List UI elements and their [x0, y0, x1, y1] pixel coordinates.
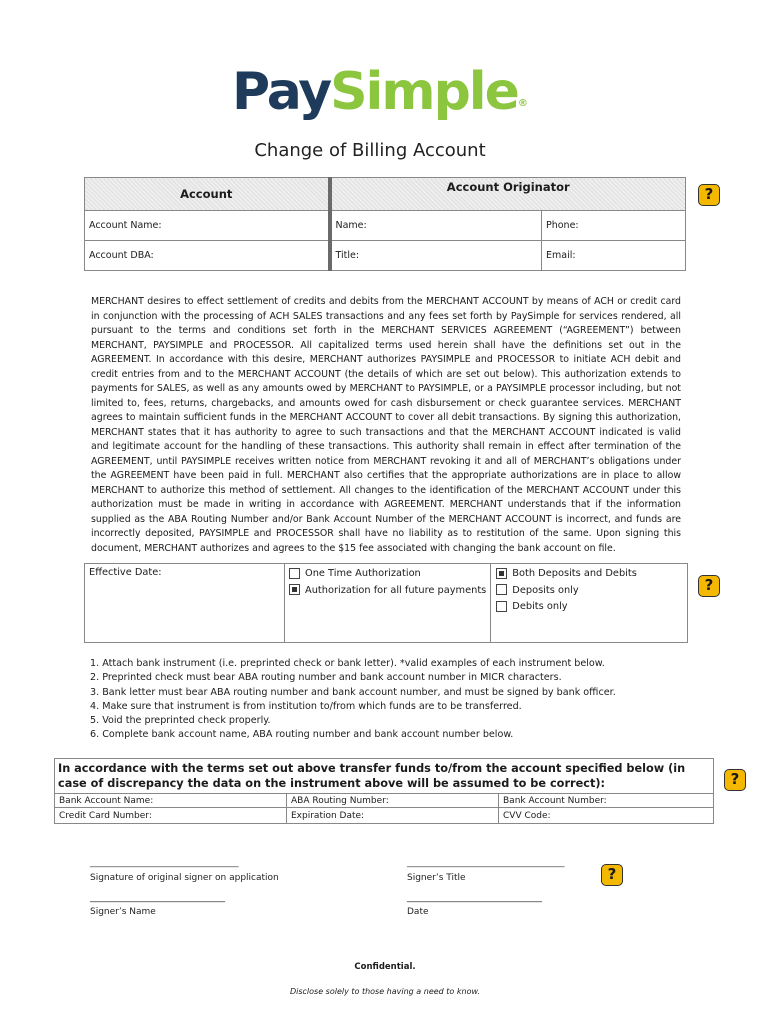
instruction-item: 2. Preprinted check must bear ABA routing number and bank account number in MICR characters.: [90, 672, 562, 684]
option-future-payments[interactable]: [289, 583, 486, 600]
originator-name-field[interactable]: Name:: [330, 211, 542, 241]
signature-line[interactable]: _________________________________: [90, 858, 239, 868]
paysimple-logo: [232, 62, 528, 122]
originator-title-field[interactable]: Title:: [330, 241, 542, 271]
one-time-checkbox[interactable]: [289, 568, 300, 579]
expiration-date-field[interactable]: Expiration Date:: [287, 808, 499, 824]
logo-simple: Simple: [330, 62, 518, 122]
future-payments-checkbox[interactable]: [289, 584, 300, 595]
instruction-item: 3. Bank letter must bear ABA routing number and bank account number, and must be signed by bank officer.: [90, 686, 616, 698]
account-originator-header: Account Originator: [330, 178, 686, 211]
option-both[interactable]: [496, 566, 683, 583]
bank-account-name-field[interactable]: Bank Account Name:: [55, 794, 287, 808]
bank-account-table: [54, 793, 714, 824]
account-header: Account: [85, 178, 330, 211]
help-icon[interactable]: ?: [698, 184, 720, 206]
signers-title-label: Signer’s Title: [407, 873, 466, 883]
instructions-list: [90, 657, 616, 743]
future-payments-label: Authorization for all future payments: [305, 584, 487, 596]
effective-date-table: [84, 563, 688, 643]
signers-title-line[interactable]: ___________________________________: [407, 858, 565, 868]
account-dba-field[interactable]: Account DBA:: [85, 241, 330, 271]
document-title: Change of Billing Account: [254, 140, 486, 161]
credit-card-number-field[interactable]: Credit Card Number:: [55, 808, 287, 824]
logo-registered-mark: ®: [517, 98, 528, 109]
instruction-item: 6. Complete bank account name, ABA routing number and bank account number below.: [90, 729, 514, 741]
deposits-label: Deposits only: [512, 584, 579, 596]
phone-field[interactable]: Phone:: [542, 211, 686, 241]
cvv-code-field[interactable]: CVV Code:: [499, 808, 714, 824]
logo-pay: Pay: [232, 62, 331, 122]
email-field[interactable]: Email:: [542, 241, 686, 271]
debits-label: Debits only: [512, 601, 568, 612]
instruction-item: 4. Make sure that instrument is from institution to/from which funds are to be transferred.: [90, 700, 522, 712]
aba-routing-field[interactable]: ABA Routing Number:: [287, 794, 499, 808]
effective-date-field[interactable]: Effective Date:: [85, 564, 285, 643]
option-debits[interactable]: [496, 599, 683, 616]
disclose-note: Disclose solely to those having a need to know.: [289, 987, 481, 996]
debits-checkbox[interactable]: [496, 601, 507, 612]
bank-account-number-field[interactable]: Bank Account Number:: [499, 794, 714, 808]
help-icon[interactable]: ?: [601, 864, 623, 886]
authorization-type-cell: [285, 564, 491, 643]
confidential-note: Confidential.: [354, 962, 416, 972]
both-checkbox[interactable]: [496, 568, 507, 579]
authorization-paragraph: MERCHANT desires to effect settlement of credits and debits from the MERCHANT ACCOUNT by means of ACH or credit card in conjunction with the processing of ACH SALES transactions and any fees set forth by PaySimple for services rendered, all pursuant to the terms and conditions set forth in the MERCHANT SERVICES AGREEMENT (“AGREEMENT”) between MERCHANT, PAYSIMPLE and PROCESSOR. All capitalized terms used herein shall have the definitions set out in the AGREEMENT. In accordance with this desire, MERCHANT authorizes PAYSIMPLE and PROCESSOR to initiate ACH debit and credit entries from and to the MERCHANT ACCOUNT (the details of which are set out below). This authorization extends to payments for SALES, as well as any amounts owed by MERCHANT to PAYSIMPLE, or a PAYSIMPLE processor including, but not limited to, fees, returns, chargebacks, and amounts owed for cash disbursement or check guarantee services. MERCHANT agrees to maintain sufficient funds in the MERCHANT ACCOUNT to cover all debit transactions. By signing this authorization, MERCHANT states that it has authority to agree to such transactions and that the MERCHANT ACCOUNT indicated is valid and legitimate account for the handling of these transactions. This authority shall remain in effect after termination of the AGREEMENT, until PAYSIMPLE receives written notice from MERCHANT revoking it and all of MERCHANT’s obligations under the AGREEMENT have been paid in full. MERCHANT also certifies that the appropriate authorizations are in place to allow MERCHANT to authorize this method of settlement. All changes to the identification of the MERCHANT ACCOUNT under this authorization must be made in writing in accordance with AGREEMENT. MERCHANT understands that if the information supplied as the ABA Routing Number and/or Bank Account Number of the MERCHANT ACCOUNT is incorrect, and funds are incorrectly deposited, PAYSIMPLE and PROCESSOR shall have no liability as to restitution of the same. Upon signing this document, MERCHANT authorizes and agrees to the $15 fee associated with changing the bank account on file.: [91, 296, 681, 554]
deposits-checkbox[interactable]: [496, 584, 507, 595]
transaction-type-cell: [491, 564, 688, 643]
option-deposits[interactable]: [496, 583, 683, 600]
original-signer-label: Signature of original signer on application: [90, 873, 279, 883]
help-icon[interactable]: ?: [698, 575, 720, 597]
signers-name-label: Signer’s Name: [90, 907, 156, 917]
account-name-field[interactable]: Account Name:: [85, 211, 330, 241]
instruction-item: 5. Void the preprinted check properly.: [90, 715, 271, 727]
instruction-item: 1. Attach bank instrument (i.e. preprinted check or bank letter). *valid examples of each instrument below.: [90, 658, 605, 669]
date-label: Date: [407, 907, 429, 917]
option-one-time[interactable]: [289, 566, 486, 583]
date-line[interactable]: ______________________________: [407, 893, 542, 903]
one-time-label: One Time Authorization: [305, 568, 421, 579]
account-table: [84, 177, 686, 271]
transfer-heading: In accordance with the terms set out above transfer funds to/from the account specified below (in case of discrepancy the data on the instrument above will be assumed to be correct):: [58, 762, 686, 790]
help-icon[interactable]: ?: [724, 769, 746, 791]
both-label: Both Deposits and Debits: [512, 568, 637, 579]
signers-name-line[interactable]: ______________________________: [90, 893, 225, 903]
